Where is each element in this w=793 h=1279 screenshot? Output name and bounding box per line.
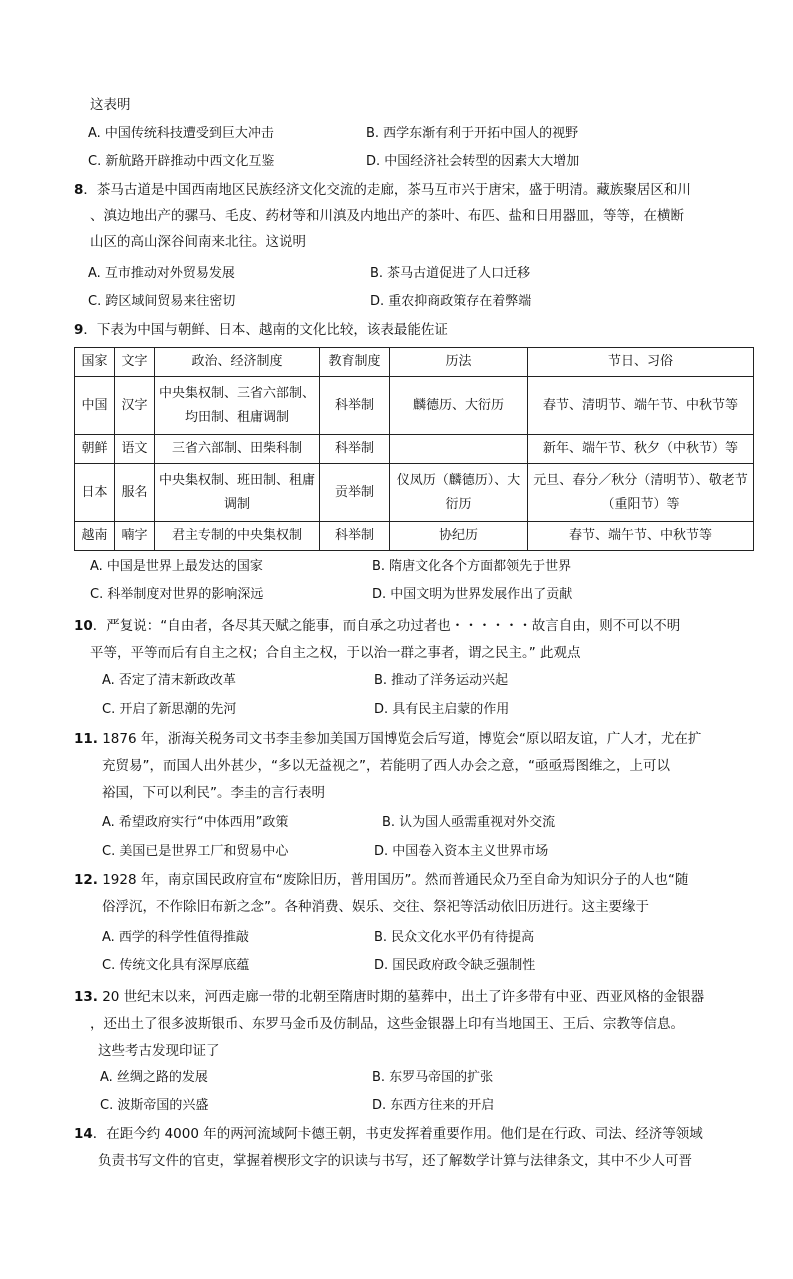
table-header-cell: 教育制度 xyxy=(320,348,390,377)
q11-text-1: 1876 年，浙海关税务司文书李圭参加美国万国博览会后写道，博览会“原以昭友谊，广人才，尤在扩 xyxy=(97,731,702,747)
table-cell: 喃字 xyxy=(115,522,155,551)
q12-stem-line-2: 俗浮沉，不作除旧布新之念”。各种消费、娱乐、交往、祭祀等活动依旧历进行。这主要缘于 xyxy=(102,899,649,915)
q9-number: 9 xyxy=(74,322,84,338)
table-cell: 科举制 xyxy=(320,435,390,464)
q12-option-a[interactable]: A. 西学的科学性值得推敲 xyxy=(102,930,249,945)
table-cell xyxy=(390,435,528,464)
table-header-cell: 国家 xyxy=(75,348,115,377)
q14-text-1: ．在距今约 4000 年的两河流域阿卡德王朝，书吏发挥着重要作用。他们是在行政、司法、经济等领域 xyxy=(92,1126,703,1142)
q8-stem-line-1 xyxy=(74,181,691,199)
q7-stem-tail: 这表明 xyxy=(90,97,131,113)
q12-option-c[interactable]: C. 传统文化具有深厚底蕴 xyxy=(102,958,250,973)
q7-option-c[interactable]: C. 新航路开辟推动中西文化互鉴 xyxy=(88,154,275,169)
table-row xyxy=(75,377,754,435)
table-cell: 科举制 xyxy=(320,522,390,551)
table-cell: 服名 xyxy=(115,464,155,522)
q14-stem-line-1 xyxy=(74,1125,703,1143)
table-cell: 越南 xyxy=(75,522,115,551)
q10-stem-line-1 xyxy=(74,617,680,635)
q11-stem-line-2: 充贸易”，而国人出外甚少，“多以无益视之”，若能明了西人办会之意，“亟亟焉图维之，上可以 xyxy=(102,758,670,774)
table-cell: 协纪历 xyxy=(390,522,528,551)
q13-stem-line-2: ，还出土了很多波斯银币、东罗马金币及仿制品，这些金银器上印有当地国王、王后、宗教等信息。 xyxy=(90,1016,684,1032)
table-row xyxy=(75,464,754,522)
q11-option-c[interactable]: C. 美国已是世界工厂和贸易中心 xyxy=(102,844,289,859)
table-cell: 中央集权制、班田制、租庸调制 xyxy=(155,464,320,522)
q12-number: 12. xyxy=(74,872,98,888)
q8-text-1: ．茶马古道是中国西南地区民族经济文化交流的走廊，茶马互市兴于唐宋，盛于明清。藏族聚居区和川 xyxy=(83,182,691,198)
q13-text-1: 20 世纪末以来，河西走廊一带的北朝至隋唐时期的墓葬中，出土了许多带有中亚、西亚风格的金银器 xyxy=(97,989,705,1005)
table-cell: 元旦、春分／秋分（清明节）、敬老节（重阳节）等 xyxy=(528,464,754,522)
q9-option-a[interactable]: A. 中国是世界上最发达的国家 xyxy=(90,559,263,574)
q11-number: 11. xyxy=(74,731,98,747)
q10-text-1: ．严复说：“自由者，各尽其天赋之能事，而自承之功过者也・・・・・・故言自由，则不可以不明 xyxy=(92,618,681,634)
table-cell: 春节、清明节、端午节、中秋节等 xyxy=(528,377,754,435)
q10-stem-line-2: 平等，平等而后有自主之权；合自主之权，于以治一群之事者，谓之民主。” 此观点 xyxy=(90,645,581,661)
q11-stem-line-1 xyxy=(74,730,701,748)
q8-option-d[interactable]: D. 重农抑商政策存在着弊端 xyxy=(370,294,532,309)
q13-option-c[interactable]: C. 波斯帝国的兴盛 xyxy=(100,1098,209,1113)
q9-option-c[interactable]: C. 科举制度对世界的影响深远 xyxy=(90,587,264,602)
table-cell: 仪凤历（麟德历）、大衍历 xyxy=(390,464,528,522)
table-header-row xyxy=(75,348,754,377)
q9-text: ．下表为中国与朝鲜、日本、越南的文化比较，该表最能佐证 xyxy=(83,322,448,338)
table-cell: 春节、端午节、中秋节等 xyxy=(528,522,754,551)
q8-stem-line-3: 山区的高山深谷间南来北往。这说明 xyxy=(90,234,306,250)
culture-comparison-table xyxy=(74,347,754,551)
q13-option-b[interactable]: B. 东罗马帝国的扩张 xyxy=(372,1070,494,1085)
q9-option-b[interactable]: B. 隋唐文化各个方面都领先于世界 xyxy=(372,559,572,574)
q8-number: 8 xyxy=(74,182,84,198)
q14-number: 14 xyxy=(74,1126,93,1142)
table-cell: 君主专制的中央集权制 xyxy=(155,522,320,551)
q10-option-d[interactable]: D. 具有民主启蒙的作用 xyxy=(374,702,510,717)
q12-option-b[interactable]: B. 民众文化水平仍有待提高 xyxy=(374,930,535,945)
table-header-cell: 历法 xyxy=(390,348,528,377)
table-cell: 麟德历、大衍历 xyxy=(390,377,528,435)
q7-option-b[interactable]: B. 西学东渐有利于开拓中国人的视野 xyxy=(366,126,579,141)
q12-text-1: 1928 年，南京国民政府宣布“废除旧历，普用国历”。然而普通民众乃至自命为知识分子的人也“随 xyxy=(97,872,689,888)
table-cell: 中央集权制、三省六部制、均田制、租庸调制 xyxy=(155,377,320,435)
q13-option-d[interactable]: D. 东西方往来的开启 xyxy=(372,1098,495,1113)
q13-stem-line-3: 这些考古发现印证了 xyxy=(98,1043,220,1059)
q7-option-a[interactable]: A. 中国传统科技遭受到巨大冲击 xyxy=(88,126,274,141)
q11-option-b[interactable]: B. 认为国人亟需重视对外交流 xyxy=(382,815,556,830)
table-cell: 日本 xyxy=(75,464,115,522)
table-cell: 汉字 xyxy=(115,377,155,435)
table-header-cell: 政治、经济制度 xyxy=(155,348,320,377)
table-row xyxy=(75,522,754,551)
q11-stem-line-3: 裕国，下可以利民”。李圭的言行表明 xyxy=(102,785,325,801)
q10-number: 10 xyxy=(74,618,93,634)
q9-option-d[interactable]: D. 中国文明为世界发展作出了贡献 xyxy=(372,587,573,602)
q13-option-a[interactable]: A. 丝绸之路的发展 xyxy=(100,1070,208,1085)
table-cell: 科举制 xyxy=(320,377,390,435)
table-cell: 朝鲜 xyxy=(75,435,115,464)
q8-option-a[interactable]: A. 互市推动对外贸易发展 xyxy=(88,266,235,281)
q8-stem-line-2: 、滇边地出产的骡马、毛皮、药材等和川滇及内地出产的茶叶、布匹、盐和日用器皿，等等，在横断 xyxy=(90,208,684,224)
table-header-cell: 文字 xyxy=(115,348,155,377)
table-cell: 新年、端午节、秋夕（中秋节）等 xyxy=(528,435,754,464)
q10-option-c[interactable]: C. 开启了新思潮的先河 xyxy=(102,702,237,717)
q14-stem-line-2: 负责书写文件的官吏，掌握着楔形文字的识读与书写，还了解数学计算与法律条文，其中不少人可晋 xyxy=(98,1153,692,1169)
q8-option-c[interactable]: C. 跨区域间贸易来往密切 xyxy=(88,294,236,309)
table-row xyxy=(75,435,754,464)
table-header-cell: 节日、习俗 xyxy=(528,348,754,377)
q13-stem-line-1 xyxy=(74,988,704,1006)
table-cell: 中国 xyxy=(75,377,115,435)
q12-stem-line-1 xyxy=(74,871,688,889)
q7-option-d[interactable]: D. 中国经济社会转型的因素大大增加 xyxy=(366,154,580,169)
q13-number: 13. xyxy=(74,989,98,1005)
q11-option-a[interactable]: A. 希望政府实行“中体西用”政策 xyxy=(102,815,289,830)
table-cell: 贡举制 xyxy=(320,464,390,522)
q12-option-d[interactable]: D. 国民政府政令缺乏强制性 xyxy=(374,958,536,973)
q9-stem xyxy=(74,321,448,339)
table-cell: 三省六部制、田柴科制 xyxy=(155,435,320,464)
q8-option-b[interactable]: B. 茶马古道促进了人口迁移 xyxy=(370,266,531,281)
q10-option-b[interactable]: B. 推动了洋务运动兴起 xyxy=(374,673,509,688)
q11-option-d[interactable]: D. 中国卷入资本主义世界市场 xyxy=(374,844,549,859)
table-cell: 语文 xyxy=(115,435,155,464)
q10-option-a[interactable]: A. 否定了清末新政改革 xyxy=(102,673,236,688)
